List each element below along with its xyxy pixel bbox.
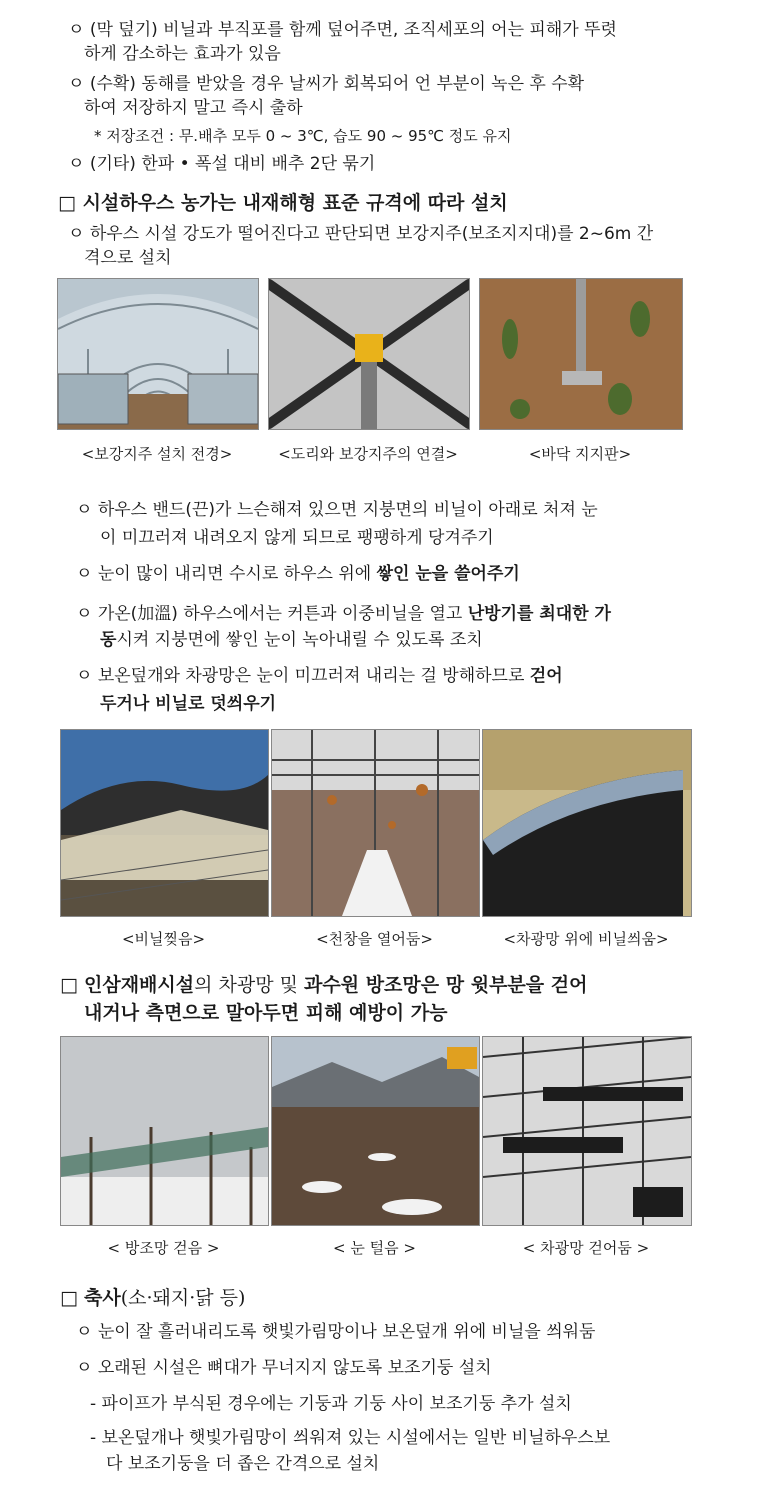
bullet-reinforce-line2: 격으로 설치 — [84, 248, 172, 268]
bullet-mulching-line2: 하게 감소하는 효과가 있음 — [84, 44, 281, 64]
bullet-cover-line1: ㅇ 보온덮개와 차광망은 눈이 미끄러져 내리는 걸 방해하므로 걷어 — [76, 666, 563, 686]
bullet-livestock-pillar: ㅇ 오래된 시설은 뼈대가 무너지지 않도록 보조기둥 설치 — [76, 1358, 492, 1378]
bullet-band-line2: 이 미끄러져 내려오지 않게 되므로 팽팽하게 당겨주기 — [100, 528, 494, 548]
bullet-heating-line1: ㅇ 가온(加溫) 하우스에서는 커튼과 이중비닐을 열고 난방기를 최대한 가 — [76, 604, 611, 624]
section-ginseng-line1: □ 인삼재배시설의 차광망 및 과수원 방조망은 망 윗부분을 걷어 — [60, 974, 588, 996]
caption-shade-net-folded: < 차광망 걷어둠 > — [522, 1239, 650, 1257]
photo-open-roof-vent — [271, 729, 480, 917]
caption-reinforcement-overview: <보강지주 설치 전경> — [81, 445, 233, 463]
photo-snow-shaken — [271, 1036, 480, 1226]
bullet-harvest-line2: 하여 저장하지 말고 즉시 출하 — [84, 98, 303, 118]
bullet-mulching-line1: ㅇ (막 덮기) 비닐과 부직포를 함께 덮어주면, 조직세포의 어는 피해가 뚜렷 — [68, 20, 617, 40]
detail-covered-facility-line2: 다 보조기둥을 더 좁은 간격으로 설치 — [106, 1454, 380, 1474]
photo-shade-net-folded — [482, 1036, 692, 1226]
bullet-livestock-vinyl: ㅇ 눈이 잘 흘러내리도록 햇빛가림망이나 보온덮개 위에 비닐을 씌워둠 — [76, 1322, 596, 1342]
storage-note: * 저장조건 : 무.배추 모두 0 ~ 3℃, 습도 90 ~ 95℃ 정도 유지 — [94, 127, 512, 145]
detail-covered-facility-line1: - 보온덮개나 햇빛가림망이 씌워져 있는 시설에서는 일반 비닐하우스보 — [90, 1428, 611, 1448]
detail-corroded-pipe: - 파이프가 부식된 경우에는 기둥과 기둥 사이 보조기둥 추가 설치 — [90, 1394, 572, 1414]
photo-bird-net-removed — [60, 1036, 269, 1226]
caption-open-roof-vent: <천창을 열어둠> — [316, 930, 433, 948]
photo-reinforcement-overview — [57, 278, 259, 430]
bullet-other: ㅇ (기타) 한파 • 폭설 대비 배추 2단 묶기 — [68, 154, 376, 174]
section-greenhouse-heading: □ 시설하우스 농가는 내재해형 표준 규격에 따라 설치 — [58, 192, 508, 214]
photo-purlin-connection — [268, 278, 470, 430]
bullet-band-line1: ㅇ 하우스 밴드(끈)가 느슨해져 있으면 지붕면의 비닐이 아래로 처져 눈 — [76, 500, 598, 520]
photo-vinyl-over-shade — [482, 729, 692, 917]
caption-snow-shaken: < 눈 털음 > — [333, 1239, 416, 1257]
caption-purlin-connection: <도리와 보강지주의 연결> — [278, 445, 458, 463]
bullet-heating-line2: 동시켜 지붕면에 쌓인 눈이 녹아내릴 수 있도록 조치 — [100, 630, 483, 650]
photo-torn-vinyl — [60, 729, 269, 917]
caption-vinyl-over-shade: <차광망 위에 비닐씌움> — [503, 930, 669, 948]
bullet-reinforce-line1: ㅇ 하우스 시설 강도가 떨어진다고 판단되면 보강지주(보조지지대)를 2~6m 간 — [68, 224, 654, 244]
section-ginseng-line2: 내거나 측면으로 말아두면 피해 예방이 가능 — [84, 1002, 448, 1024]
section-livestock-heading: □ 축사(소·돼지·닭 등) — [60, 1287, 246, 1309]
bullet-cover-line2: 두거나 비닐로 덧씌우기 — [100, 694, 277, 714]
caption-torn-vinyl: <비닐찢음> — [121, 930, 206, 948]
bullet-harvest-line1: ㅇ (수확) 동해를 받았을 경우 날씨가 회복되어 언 부분이 녹은 후 수확 — [68, 74, 585, 94]
caption-ground-plate: <바닥 지지판> — [528, 445, 632, 463]
photo-ground-plate — [479, 278, 683, 430]
caption-bird-net-removed: < 방조망 걷음 > — [107, 1239, 220, 1257]
bullet-sweep-snow: ㅇ 눈이 많이 내리면 수시로 하우스 위에 쌓인 눈을 쓸어주기 — [76, 564, 520, 584]
